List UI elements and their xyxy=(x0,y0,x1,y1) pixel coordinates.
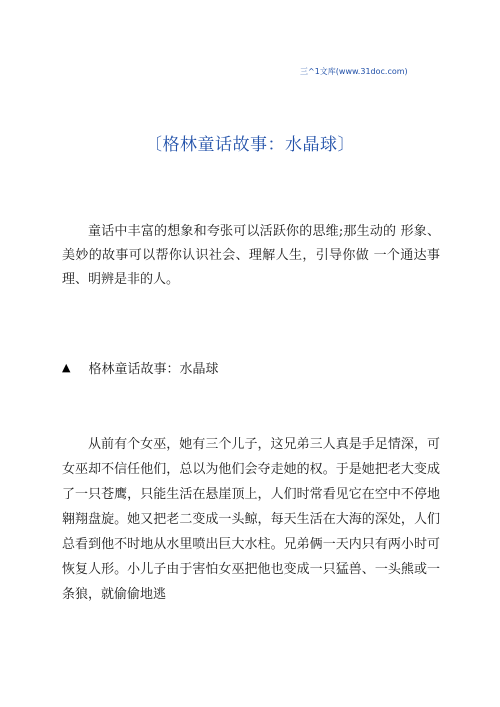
section-subheading xyxy=(62,358,218,377)
subheading-text: 格林童话故事：水晶球 xyxy=(88,362,219,377)
story-paragraph: 从前有个女巫，她有三个儿子，这兄弟三人真是手足情深，可女巫却不信任他们，总以为他们会夺走她的权。于是她把老大变成了一只苍鹰，只能生活在悬崖顶上，人们时常看见它在空中不停地翱翔盘旋。她又把老二变成一头鲸，每天生活在大海的深处，人们总看到他不时地从水里喷出巨大水柱。兄弟俩一天内只有两小时可恢复人形。小儿子由于害怕女巫把他也变成一只猛兽、一头熊或一条狼，就偷偷地逃 xyxy=(62,437,440,602)
document-title: 〔格林童话故事：水晶球〕 xyxy=(145,135,355,155)
intro-paragraph: 童话中丰富的想象和夸张可以活跃你的思维;那生动的 形象、美妙的故事可以帮你认识社会、理解人生，引导你做 一个通达事理、明辨是非的人。 xyxy=(62,224,440,287)
triangle-bullet-icon: ▲ xyxy=(62,361,71,374)
document-source-header: 三^1文库(www.31doc.com) xyxy=(300,67,408,76)
